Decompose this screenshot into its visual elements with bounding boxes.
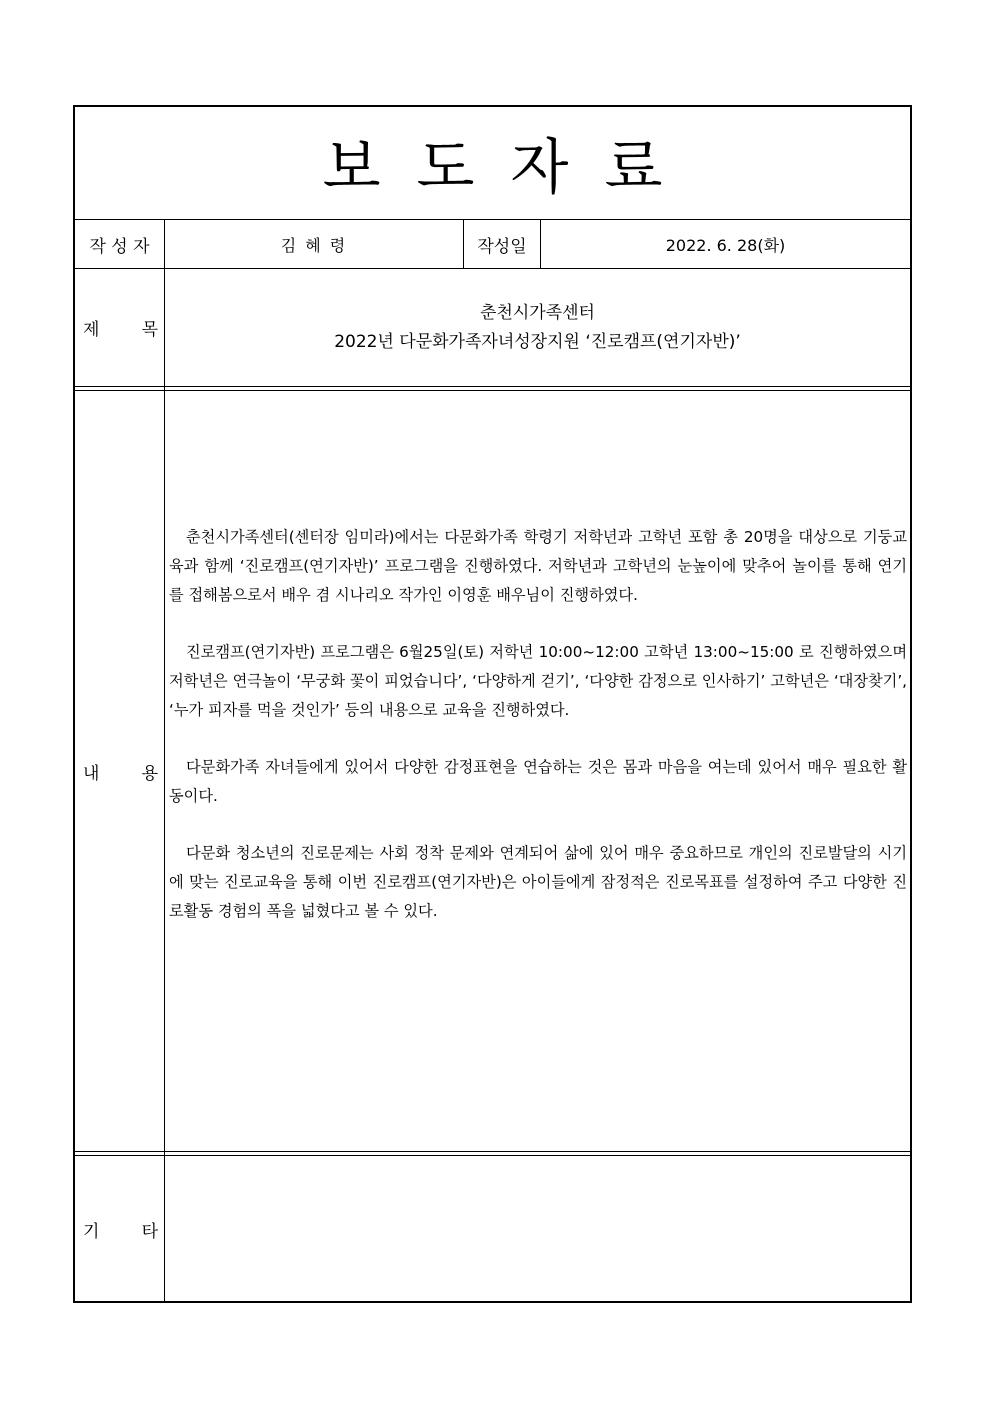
content-body xyxy=(165,391,910,1151)
divider-content-top xyxy=(75,1151,910,1152)
etc-label-char-2: 타 xyxy=(141,1222,158,1242)
etc-label xyxy=(75,1156,164,1303)
date-value: 2022. 6. 28(화) xyxy=(665,235,786,255)
content-paragraph: 진로캠프(연기자반) 프로그램은 6월25일(토) 저학년 10:00~12:00 고학년 13:00~15:00 로 진행하였으며 저학년은 연극놀이 ‘무궁화 꽃이 피었습니다’, ‘다양하게 걷기’, ‘다양한 감정으로 인사하기’ 고학년은 ‘대장찾기’, ‘누가 피자를 먹을 것인가’ 등의 내용으로 교육을 진행하였다. xyxy=(169,643,907,719)
subject-line-1: 춘천시가족센터 xyxy=(480,302,595,323)
content-paragraph: 춘천시가족센터(센터장 임미라)에서는 다문화가족 학령기 저학년과 고학년 포함 총 20명을 대상으로 기둥교육과 함께 ‘진로캠프(연기자반)’ 프로그램을 진행하였다. 저학년과 고학년의 눈높이에 맞추어 놀이를 통해 연기를 접해봄으로서 배우 겸 시나리오 작가인 이영훈 배우님이 진행하였다. xyxy=(169,528,907,604)
subject-line-2: 2022년 다문화가족자녀성장지원 ‘진로캠프(연기자반)’ xyxy=(334,331,741,352)
date-label: 작성일 xyxy=(477,236,527,257)
etc-value xyxy=(165,1156,910,1303)
content-paragraph: 다문화 청소년의 진로문제는 사회 정착 문제와 연계되어 삶에 있어 매우 중요하므로 개인의 진로발달의 시기에 맞는 진로교육을 통해 이번 진로캠프(연기자반)은 아이들에게 잠정적은 진로목표를 설정하여 주고 다양한 진로활동 경험의 폭을 넓혔다고 볼 수 있다. xyxy=(169,844,907,920)
etc-label-char-1: 기 xyxy=(83,1222,100,1242)
content-label xyxy=(75,391,164,1151)
author-value: 김 혜 령 xyxy=(280,235,348,255)
press-release-form xyxy=(73,105,912,1303)
content-label-char-1: 내 xyxy=(83,763,100,784)
subject-label xyxy=(75,269,164,386)
author-label: 작 성 자 xyxy=(89,236,150,257)
subject-label-char-1: 제 xyxy=(83,320,100,340)
subject-value xyxy=(165,269,910,386)
content-paragraph: 다문화가족 자녀들에게 있어서 다양한 감정표현을 연습하는 것은 몸과 마음을 여는데 있어서 매우 필요한 활동이다. xyxy=(169,758,907,805)
divider-subject-top xyxy=(75,386,910,387)
page-title: 보도자료 xyxy=(322,133,699,203)
subject-label-char-2: 목 xyxy=(141,320,158,340)
content-label-char-2: 용 xyxy=(141,763,158,784)
